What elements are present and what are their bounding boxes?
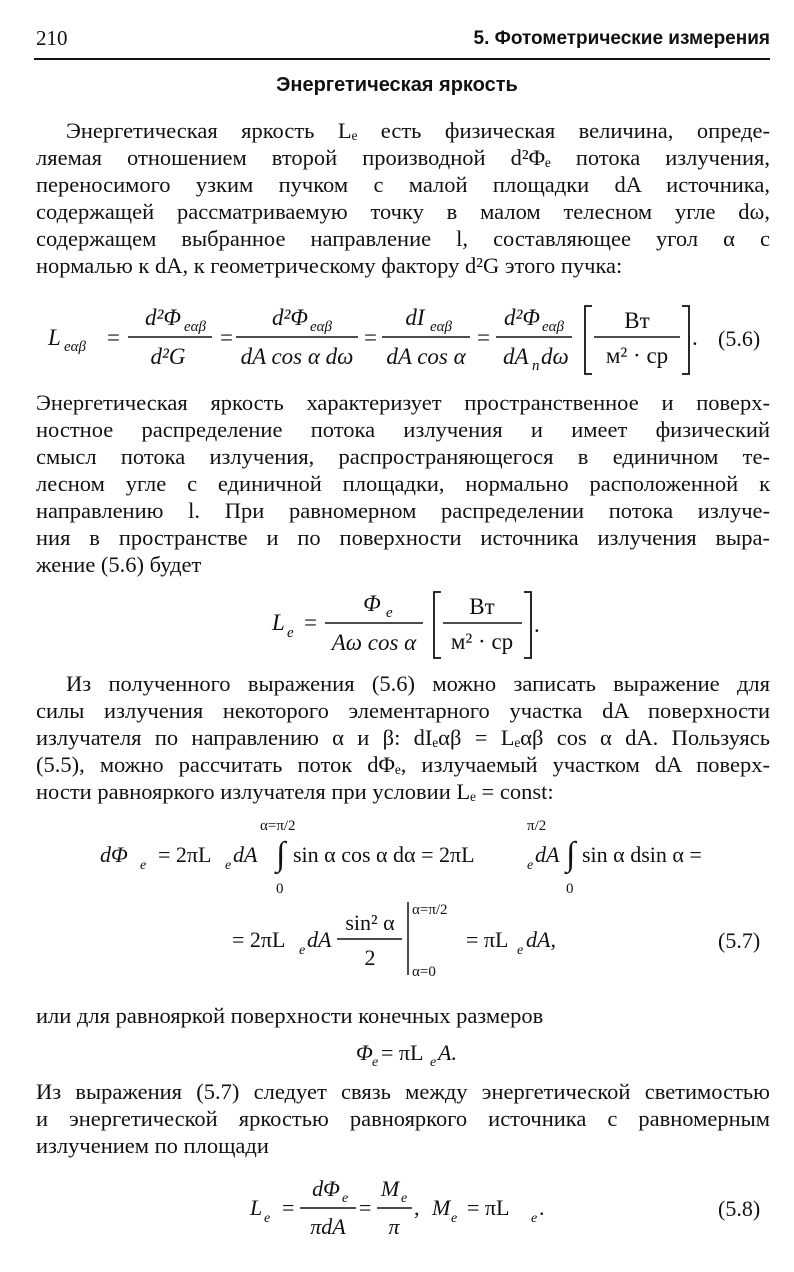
math-symbol: ∫ <box>566 836 576 873</box>
equation-number: (5.8) <box>718 1196 761 1221</box>
running-header: 5. Фотометрические измерения <box>473 28 770 49</box>
math-symbol: eαβ <box>430 319 453 335</box>
math-symbol: e <box>287 625 294 641</box>
math-symbol: sin α cos α dα = 2πL <box>293 842 475 867</box>
text-line: силы излучения некоторого элементарного участка dA поверхности <box>36 698 770 723</box>
math-symbol: = πL <box>381 1040 424 1065</box>
math-symbol: dA, <box>526 927 556 952</box>
equation-number: (5.7) <box>718 928 761 953</box>
math-symbol: , <box>414 1195 420 1220</box>
math-symbol: м² · ср <box>605 343 669 368</box>
text-line: или для равнояркой поверхности конечных размеров <box>36 1003 544 1028</box>
math-symbol: dA cos α <box>386 344 466 369</box>
math-symbol: e <box>401 1191 408 1206</box>
math-symbol: Вт <box>469 594 495 619</box>
math-symbol: = <box>359 1195 372 1220</box>
math-symbol: = <box>304 610 317 635</box>
math-symbol: πdA <box>310 1214 346 1239</box>
math-symbol: d²Φ <box>504 305 540 330</box>
math-symbol: dΦ <box>312 1176 340 1201</box>
math-symbol: eαβ <box>310 319 333 335</box>
math-symbol: e <box>342 1191 349 1206</box>
text-line: Энергетическая яркость Lₑ есть физическая величина, опреде- <box>66 118 770 143</box>
math-symbol: n <box>532 358 540 374</box>
eq-lhs: L <box>48 325 61 350</box>
math-symbol: dω <box>541 344 569 369</box>
math-symbol: . <box>539 1195 545 1220</box>
math-symbol: L <box>272 610 285 635</box>
math-symbol: = <box>477 325 490 350</box>
math-symbol: Φ <box>356 1040 373 1065</box>
text-line: ности равнояркого излучателя при условии Lₑ = const: <box>36 779 554 804</box>
math-symbol: M <box>432 1195 451 1220</box>
math-symbol: e <box>299 943 306 958</box>
math-symbol: dA <box>307 927 332 952</box>
math-symbol: sin α dsin α = <box>582 842 702 867</box>
equation-number: (5.6) <box>718 326 761 351</box>
text-line: нормалью к dA, к геометрическому фактору d²G этого пучка: <box>36 253 623 278</box>
math-symbol: A. <box>438 1040 457 1065</box>
text-line: жение (5.6) будет <box>36 552 202 577</box>
math-symbol: dΦ <box>100 842 128 867</box>
text-line: Из полученного выражения (5.6) можно записать выражение для <box>66 671 770 696</box>
math-symbol: = 2πL <box>158 842 212 867</box>
math-symbol: . <box>534 612 540 637</box>
math-symbol: d²G <box>150 344 186 369</box>
text-line: (5.5), можно рассчитать поток dΦₑ, излучаемый участком dA поверх- <box>36 752 770 777</box>
math-symbol: e <box>140 858 147 873</box>
text-line: излучением по площади <box>36 1133 269 1158</box>
math-symbol: e <box>386 605 393 621</box>
math-symbol: eαβ <box>184 319 207 335</box>
math-symbol: м² · ср <box>450 629 514 654</box>
math-symbol: e <box>527 858 534 873</box>
math-symbol: π <box>388 1214 400 1239</box>
math-symbol: e <box>517 943 524 958</box>
math-symbol: = <box>220 325 233 350</box>
math-symbol: e <box>264 1211 271 1226</box>
math-symbol: 2 <box>364 945 376 970</box>
math-symbol: Вт <box>624 308 650 333</box>
math-symbol: π/2 <box>527 818 547 834</box>
math-symbol: = 2πL <box>232 927 286 952</box>
text-line: Энергетическая яркость характеризует пространственное и поверх- <box>36 390 770 415</box>
math-symbol: Φ <box>363 591 381 616</box>
math-symbol: sin² α <box>345 910 395 935</box>
math-symbol: . <box>692 325 698 350</box>
math-symbol: α=0 <box>412 964 436 980</box>
text-line: ностное распределение потока излучения и имеет физический <box>36 417 770 442</box>
math-symbol: = <box>282 1195 295 1220</box>
math-symbol: = πL <box>467 1195 510 1220</box>
math-symbol: d²Φ <box>145 305 181 330</box>
text-line: и энергетической яркостью равнояркого источника с равномерным <box>36 1106 770 1131</box>
math-symbol: L <box>250 1195 263 1220</box>
math-symbol: = <box>107 325 120 350</box>
text-line: переносимого узким пучком с малой площадки dA источника, <box>36 172 770 197</box>
text-line: излучателя по направлению α и β: dIₑαβ = Lₑαβ cos α dA. Пользуясь <box>36 725 770 750</box>
math-symbol: e <box>451 1211 458 1226</box>
math-symbol: e <box>430 1055 437 1070</box>
math-symbol: = πL <box>466 927 509 952</box>
math-symbol: d²Φ <box>272 305 308 330</box>
text-line: содержащем выбранное направление l, составляющее угол α с <box>36 226 770 251</box>
text-line: содержащей рассматриваемую точку в малом телесном угле dω, <box>36 199 770 224</box>
math-symbol: dI <box>405 305 425 330</box>
math-symbol: α=π/2 <box>412 902 448 918</box>
math-symbol: 0 <box>276 881 284 897</box>
math-symbol: ∫ <box>276 836 286 873</box>
text-line: Из выражения (5.7) следует связь между энергетической светимостью <box>36 1079 770 1104</box>
text-line: лесном угле с единичной площадки, нормально расположенной к <box>36 471 770 496</box>
math-symbol: 0 <box>566 881 574 897</box>
math-symbol: eαβ <box>542 319 565 335</box>
math-symbol: dA cos α dω <box>240 344 354 369</box>
math-symbol: α=π/2 <box>260 818 296 834</box>
math-symbol: e <box>225 858 232 873</box>
math-symbol: dA <box>233 842 258 867</box>
section-title: Энергетическая яркость <box>276 74 518 96</box>
math-symbol: M <box>380 1176 400 1201</box>
page-number: 210 <box>36 26 68 50</box>
text-line: смысл потока излучения, распространяющегося в единичном те- <box>36 444 770 469</box>
text-line: направлению l. При равномерном распределении потока излуче- <box>36 498 770 523</box>
math-symbol: e <box>372 1055 379 1070</box>
math-symbol: e <box>531 1211 538 1226</box>
text-line: ляемая отношением второй производной d²Φₑ потока излучения, <box>36 145 770 170</box>
text-line: ния в пространстве и по поверхности источника излучения выра- <box>36 525 770 550</box>
math-symbol: Aω cos α <box>331 630 417 655</box>
math-symbol: eαβ <box>64 339 87 355</box>
math-symbol: dA <box>535 842 560 867</box>
math-symbol: dA <box>503 344 529 369</box>
math-symbol: = <box>364 325 377 350</box>
